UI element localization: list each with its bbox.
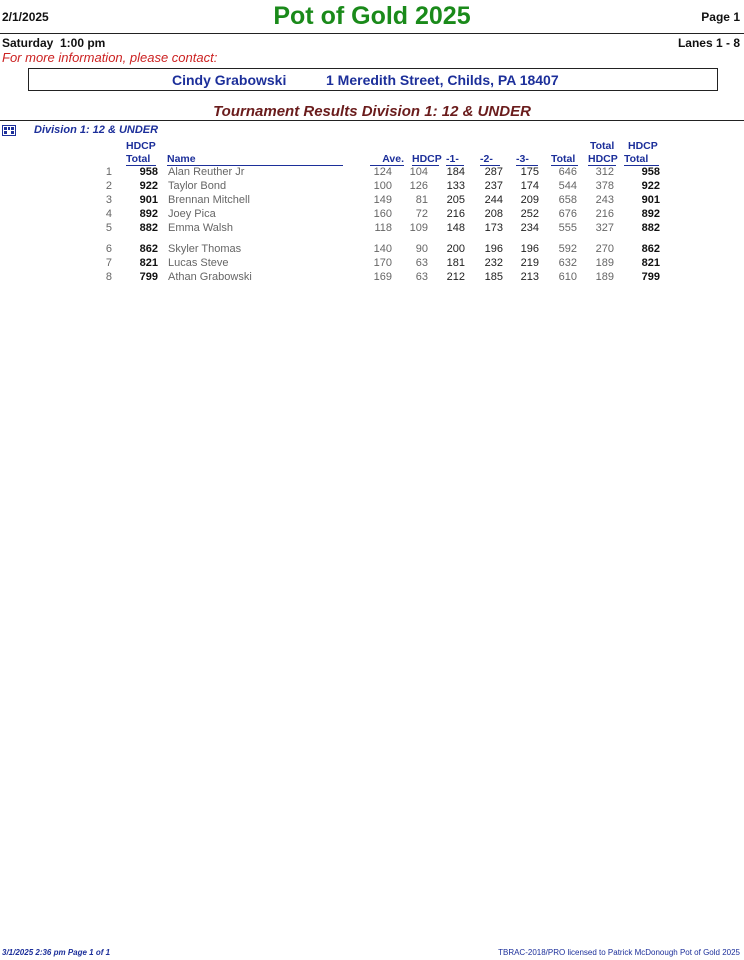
total-cell: 676: [558, 208, 577, 220]
hdcp-total-cell: 862: [139, 243, 158, 255]
rank-cell: 8: [105, 271, 112, 283]
ave-cell: 124: [373, 166, 392, 178]
final-total-cell: 821: [641, 257, 660, 269]
col-name: Name: [167, 153, 343, 166]
table-row: [0, 208, 744, 222]
table-row: [0, 180, 744, 194]
hdcp-total-cell: 901: [139, 194, 158, 206]
col-final-top: HDCP: [628, 140, 658, 152]
game-2-cell: 185: [484, 271, 503, 283]
table-row: [0, 243, 744, 257]
final-total-cell: 958: [641, 166, 660, 178]
hdcp-total-cell: 922: [139, 180, 158, 192]
footer-license: TBRAC-2018/PRO licensed to Patrick McDonough Pot of Gold 2025: [498, 948, 740, 957]
final-total-cell: 799: [641, 271, 660, 283]
results-title: Tournament Results Division 1: 12 & UNDER: [213, 103, 531, 120]
ave-cell: 118: [374, 222, 392, 234]
table-row: [0, 222, 744, 236]
hdcp-cell: 63: [415, 271, 428, 283]
ave-cell: 140: [373, 243, 392, 255]
rank-cell: 6: [105, 243, 112, 255]
game-1-cell: 181: [446, 257, 465, 269]
rank-cell: 2: [105, 180, 112, 192]
table-row: [0, 166, 744, 180]
total-cell: 610: [558, 271, 577, 283]
col-game-1: -1-: [446, 153, 464, 166]
ave-cell: 100: [373, 180, 392, 192]
ave-cell: 170: [373, 257, 392, 269]
final-total-cell: 862: [641, 243, 660, 255]
name-cell: Athan Grabowski: [168, 271, 252, 283]
game-2-cell: 196: [484, 243, 503, 255]
name-cell: Brennan Mitchell: [168, 194, 250, 206]
ave-cell: 149: [373, 194, 392, 206]
hdcp-total-cell: 958: [139, 166, 158, 178]
game-2-cell: 232: [484, 257, 503, 269]
total-cell: 544: [558, 180, 577, 192]
division-label: Division 1: 12 & UNDER: [34, 124, 159, 136]
total-hdcp-cell: 378: [595, 180, 614, 192]
name-cell: Emma Walsh: [168, 222, 233, 234]
final-total-cell: 901: [641, 194, 660, 206]
col-total-hdcp-top: Total: [590, 140, 615, 152]
rank-cell: 5: [105, 222, 112, 234]
total-hdcp-cell: 189: [595, 257, 614, 269]
game-3-cell: 219: [520, 257, 539, 269]
total-hdcp-cell: 189: [595, 271, 614, 283]
event-day: Saturday: [2, 36, 54, 50]
col-final-bottom: Total: [624, 153, 659, 166]
game-2-cell: 237: [484, 180, 503, 192]
total-hdcp-cell: 243: [595, 194, 614, 206]
hdcp-cell: 104: [409, 166, 428, 178]
table-row: [0, 257, 744, 271]
hdcp-cell: 109: [409, 222, 428, 234]
total-hdcp-cell: 270: [595, 243, 614, 255]
total-cell: 592: [558, 243, 577, 255]
hdcp-total-cell: 892: [139, 208, 158, 220]
col-total: Total: [551, 153, 578, 166]
footer-timestamp: 3/1/2025 2:36 pm Page 1 of 1: [2, 948, 111, 957]
game-3-cell: 252: [520, 208, 539, 220]
col-game-2: -2-: [480, 153, 500, 166]
page-number: Page 1: [701, 10, 740, 24]
ave-cell: 169: [373, 271, 392, 283]
rank-cell: 7: [105, 257, 112, 269]
contact-box: [28, 68, 718, 91]
event-time: 1:00 pm: [60, 36, 106, 50]
game-1-cell: 148: [446, 222, 465, 234]
contact-address: 1 Meredith Street, Childs, PA 18407: [326, 72, 559, 88]
contact-name: Cindy Grabowski: [172, 72, 287, 88]
total-cell: 632: [558, 257, 577, 269]
report-date: 2/1/2025: [2, 10, 49, 24]
contact-info-text: For more information, please contact:: [2, 50, 218, 65]
section-divider: [0, 120, 744, 121]
final-total-cell: 922: [641, 180, 660, 192]
game-3-cell: 196: [520, 243, 539, 255]
game-2-cell: 208: [484, 208, 503, 220]
game-3-cell: 209: [520, 194, 539, 206]
name-cell: Taylor Bond: [168, 180, 227, 192]
game-3-cell: 175: [520, 166, 539, 178]
col-hdcp-total-top: HDCP: [126, 140, 156, 152]
col-hdcp: HDCP: [412, 153, 442, 165]
game-3-cell: 213: [520, 271, 539, 283]
col-ave: Ave.: [370, 153, 404, 166]
header-divider: [0, 33, 744, 34]
game-3-cell: 174: [520, 180, 539, 192]
col-total-hdcp-bottom: HDCP: [588, 153, 618, 165]
report-title: Pot of Gold 2025: [273, 2, 471, 30]
hdcp-total-cell: 821: [139, 257, 158, 269]
final-total-cell: 882: [641, 222, 660, 234]
game-3-cell: 234: [520, 222, 539, 234]
col-game-3: -3-: [516, 153, 538, 166]
hdcp-total-cell: 799: [139, 271, 158, 283]
ave-cell: 160: [373, 208, 392, 220]
col-hdcp-total-bottom: Total: [126, 153, 156, 166]
name-cell: Skyler Thomas: [168, 243, 242, 255]
hdcp-cell: 81: [415, 194, 428, 206]
rank-cell: 1: [105, 166, 112, 178]
game-1-cell: 133: [446, 180, 465, 192]
game-1-cell: 212: [446, 271, 465, 283]
hdcp-cell: 72: [415, 208, 428, 220]
rank-cell: 3: [105, 194, 112, 206]
hdcp-cell: 90: [415, 243, 428, 255]
table-row: [0, 194, 744, 208]
game-1-cell: 216: [446, 208, 465, 220]
total-hdcp-cell: 312: [595, 166, 614, 178]
final-total-cell: 892: [641, 208, 660, 220]
table-row: [0, 271, 744, 285]
lanes-range: Lanes 1 - 8: [677, 36, 740, 50]
name-cell: Alan Reuther Jr: [168, 166, 245, 178]
total-cell: 555: [558, 222, 577, 234]
total-cell: 646: [558, 166, 577, 178]
total-hdcp-cell: 216: [595, 208, 614, 220]
hdcp-total-cell: 882: [139, 222, 158, 234]
total-hdcp-cell: 327: [595, 222, 614, 234]
name-cell: Joey Pica: [168, 208, 216, 220]
game-2-cell: 173: [484, 222, 503, 234]
hdcp-cell: 126: [409, 180, 428, 192]
grid-icon[interactable]: [2, 123, 16, 134]
name-cell: Lucas Steve: [168, 257, 229, 269]
total-cell: 658: [558, 194, 577, 206]
hdcp-cell: 63: [415, 257, 428, 269]
game-1-cell: 184: [446, 166, 465, 178]
rank-cell: 4: [105, 208, 112, 220]
game-2-cell: 244: [484, 194, 503, 206]
game-2-cell: 287: [484, 166, 503, 178]
game-1-cell: 200: [446, 243, 465, 255]
game-1-cell: 205: [446, 194, 465, 206]
